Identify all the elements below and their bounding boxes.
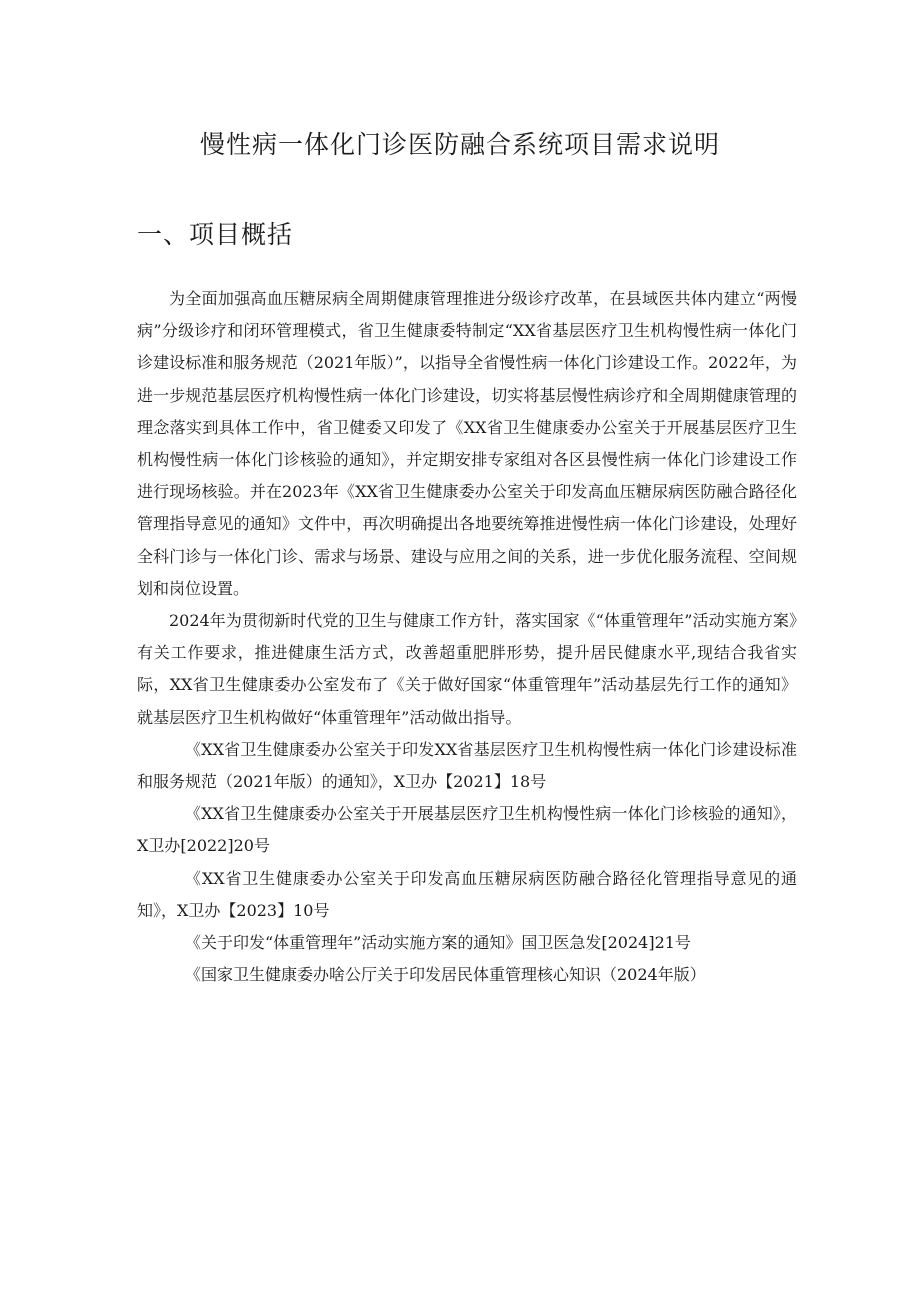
document-title: 慢性病一体化门诊医防融合系统项目需求说明 [199, 130, 720, 159]
reference-item: 《国家卫生健康委办啥公厅关于印发居民体重管理核心知识（2024年版） [185, 965, 706, 985]
section-heading-overview: 一、项目概括 [137, 220, 294, 249]
reference-item: 《XX省卫生健康委办公室关于印发高血压糖尿病医防融合路径化管理指导意见的通知》，X卫办【2023】10号 [137, 868, 797, 920]
body-paragraph: 为全面加强高血压糖尿病全周期健康管理推进分级诊疗改革，在县域医共体内建立“两慢病”分级诊疗和闭环管理模式，省卫生健康委特制定“XX省基层医疗卫生机构慢性病一体化门诊建设标准和服务规范（2021年版）”，以指导全省慢性病一体化门诊建设工作。2022年，为进一步规范基层医疗机构慢性病一体化门诊建设，切实将基层慢性病诊疗和全周期健康管理的理念落实到具体工作中，省卫健委又印发了《XX省卫生健康委办公室关于开展基层医疗卫生机构慢性病一体化门诊核验的通知》，并定期安排专家组对各区县慢性病一体化门诊建设工作进行现场核验。并在2023年《XX省卫生健康委办公室关于印发高血压糖尿病医防融合路径化管理指导意见的通知》文件中，再次明确提出各地要统筹推进慢性病一体化门诊建设，处理好全科门诊与一体化门诊、需求与场景、建设与应用之间的关系，进一步优化服务流程、空间规划和岗位设置。 [137, 289, 797, 598]
body-paragraph: 2024年为贯彻新时代党的卫生与健康工作方针，落实国家《“体重管理年”活动实施方案》有关工作要求，推进健康生活方式，改善超重肥胖形势，提升居民健康水平,现结合我省实际，XX省卫生健康委办公室发布了《关于做好国家“体重管理年”活动基层先行工作的通知》就基层医疗卫生机构做好“体重管理年”活动做出指导。 [137, 611, 797, 727]
reference-item: 《XX省卫生健康委办公室关于开展基层医疗卫生机构慢性病一体化门诊核验的通知》，X卫办[2022]20号 [137, 804, 797, 856]
document-body [137, 283, 797, 991]
reference-item: 《XX省卫生健康委办公室关于印发XX省基层医疗卫生机构慢性病一体化门诊建设标准和服务规范（2021年版）的通知》，X卫办【2021】18号 [137, 739, 797, 792]
reference-item: 《关于印发“体重管理年”活动实施方案的通知》国卫医急发[2024]21号 [185, 933, 691, 953]
